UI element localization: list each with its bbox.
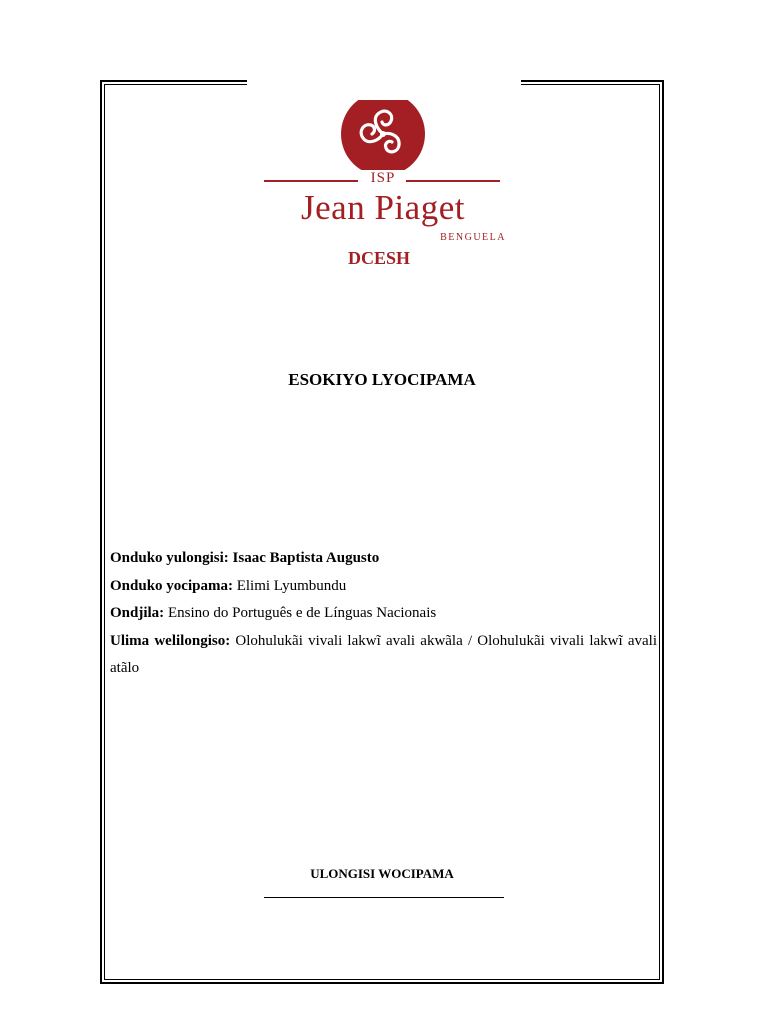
course-line xyxy=(110,600,657,628)
theme-line xyxy=(110,573,657,601)
document-info xyxy=(110,545,657,683)
author-line xyxy=(110,545,657,573)
logo-city: BENGUELA xyxy=(440,232,506,243)
year-line xyxy=(110,628,657,683)
institution-logo xyxy=(258,100,508,270)
triskelion-icon xyxy=(258,100,508,170)
author-label: Onduko yulongisi: Isaac Baptista Augusto xyxy=(110,550,380,566)
border-gap xyxy=(247,76,521,88)
course-label: Ondjila: xyxy=(110,605,165,621)
signature-line xyxy=(264,897,504,898)
supervisor-label: ULONGISI WOCIPAMA xyxy=(310,866,454,881)
year-label: Ulima welilongiso: xyxy=(110,632,231,649)
theme-value: Elimi Lyumbundu xyxy=(232,577,347,594)
logo-isp: ISP xyxy=(370,170,396,186)
theme-label: Onduko yocipama: xyxy=(110,577,233,594)
course-value: Ensino do Português e de Línguas Nacionais xyxy=(164,605,437,621)
logo-rule-right xyxy=(406,180,500,182)
document-title: ESOKIYO LYOCIPAMA xyxy=(288,370,476,389)
year-value: Olohulukãi vivali lakwĩ avali akwãla / Olohulukãi vivali lakwĩ avali atãlo xyxy=(110,632,658,676)
logo-name: Jean Piaget xyxy=(301,188,465,227)
department-name: DCESH xyxy=(348,248,411,268)
